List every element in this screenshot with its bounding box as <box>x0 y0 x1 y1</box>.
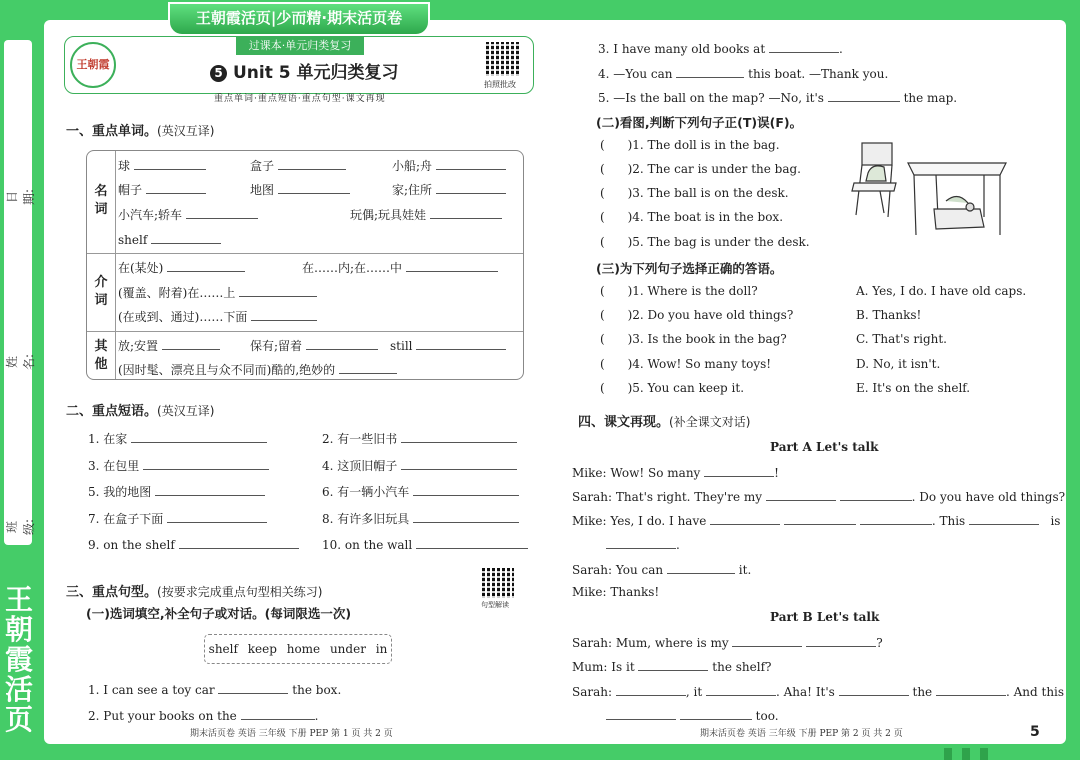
noun-category: 名词 <box>94 184 108 217</box>
word-bank: shelf keep home under in <box>204 634 392 664</box>
footer-right: 期末活页卷 英语 三年级 下册 PEP 第 2 页 共 2 页 <box>700 729 903 739</box>
match-answer: C. That's right. <box>856 332 947 346</box>
vocab-item: (因时髦、漂亮且与众不同而)酷的,绝妙的 <box>118 361 397 378</box>
sec4-heading: 四、课文再现。(补全课文对话) <box>578 415 751 430</box>
dialogue-line: Mike: Wow! So many ! <box>572 466 779 480</box>
sec3-heading: 三、重点句型。(按要求完成重点句型相关练习) <box>66 585 323 600</box>
vocab-item: 小汽车;轿车 <box>118 206 258 223</box>
bottom-tab <box>944 748 952 760</box>
sec2-heading: 二、重点短语。(英汉互译) <box>66 404 215 419</box>
vocab-item: 家;住所 <box>392 181 506 198</box>
vocab-item: 保有;留着 <box>250 337 378 354</box>
dialogue-line: Mum: Is it the shelf? <box>572 660 772 674</box>
brand-text: 王朝霞活页 <box>4 583 33 736</box>
prep-category: 介词 <box>94 275 108 308</box>
page-title <box>210 58 399 83</box>
date-label: 日期: <box>5 188 36 206</box>
part1-instruction: (一)选词填空,补全句子或对话。(每词限选一次) <box>86 606 352 621</box>
dialogue-line: too. <box>606 707 779 723</box>
part-a-title: Part A Let's talk <box>770 440 879 454</box>
match-answer: E. It's on the shelf. <box>856 381 971 395</box>
dialogue-line: Sarah: That's right. They're my . Do you have old things? <box>572 490 1066 504</box>
fill-item: 3. I have many old books at . <box>598 42 843 56</box>
phrase-item: 10. on the wall <box>322 536 528 552</box>
dialogue-line: Mike: Yes, I do. I have . This is <box>572 514 1061 528</box>
vocab-item: 在(某处) <box>118 259 245 276</box>
other-category: 其他 <box>94 339 108 372</box>
bottom-tab <box>962 748 970 760</box>
match-question: ( )2. Do you have old things? <box>600 308 794 322</box>
sentence-qr-caption: 句型解读 <box>481 601 509 609</box>
name-label: 姓名: <box>5 353 36 371</box>
sec1-heading <box>66 120 214 139</box>
match-answer: A. Yes, I do. I have old caps. <box>856 284 1027 298</box>
phrase-item: 5. 我的地图 <box>88 483 265 500</box>
vocab-item: shelf <box>118 231 221 247</box>
vocab-item: 球 <box>118 157 206 174</box>
tf-item: ( )2. The car is under the bag. <box>600 162 801 176</box>
match-question: ( )5. You can keep it. <box>600 381 745 395</box>
sec1-note: (英汉互译) <box>157 124 215 138</box>
class-label: 班级: <box>5 518 36 536</box>
left-binding-strip <box>0 0 40 760</box>
footer-left: 期末活页卷 英语 三年级 下册 PEP 第 1 页 共 2 页 <box>190 729 393 739</box>
part2-instruction: (二)看图,判断下列句子正(T)误(F)。 <box>596 115 803 130</box>
vocab-item: 在……内;在……中 <box>302 259 498 276</box>
fill-item: 1. I can see a toy car the box. <box>88 683 342 697</box>
phrase-item: 8. 有许多旧玩具 <box>322 510 519 527</box>
dialogue-line: Sarah: You can it. <box>572 563 752 577</box>
fill-item: 5. —Is the ball on the map? —No, it's the map. <box>598 91 958 105</box>
vocab-item: 地图 <box>250 181 350 198</box>
vocab-item: 小船;舟 <box>392 157 506 174</box>
vocab-item: 盒子 <box>250 157 346 174</box>
match-answer: D. No, it isn't. <box>856 357 941 371</box>
tf-item: ( )4. The boat is in the box. <box>600 210 784 224</box>
vocab-item: still <box>390 337 506 353</box>
dialogue-line: . <box>606 536 680 552</box>
vocab-item: (在或到、通过)……下面 <box>118 308 317 325</box>
dialogue-line: Sarah: , it . Aha! It's the . And this <box>572 685 1065 699</box>
vocab-item: 玩偶;玩具娃娃 <box>350 206 502 223</box>
unit-number-badge: 5 <box>210 65 227 82</box>
brand-logo: 王朝霞 <box>70 42 116 88</box>
phrase-item: 7. 在盒子下面 <box>88 510 267 527</box>
dialogue-line: Sarah: Mum, where is my ? <box>572 636 883 650</box>
bottom-tab <box>980 748 988 760</box>
tf-item: ( )1. The doll is in the bag. <box>600 138 780 152</box>
qr-code-icon[interactable] <box>486 42 520 76</box>
qr-caption: 拍照批改 <box>484 80 516 89</box>
top-banner: 王朝霞活页|少而精·期末活页卷 <box>168 2 430 36</box>
brand-vertical-logo <box>4 585 38 735</box>
match-question: ( )4. Wow! So many toys! <box>600 357 772 371</box>
match-question: ( )3. Is the book in the bag? <box>600 332 787 346</box>
part3-instruction: (三)为下列句子选择正确的答语。 <box>596 261 783 276</box>
unit-title-text: Unit 5 单元归类复习 <box>233 63 399 83</box>
sec1-title: 一、重点单词。 <box>66 124 158 139</box>
vocab-item: (覆盖、附着)在……上 <box>118 284 317 301</box>
vocab-item: 帽子 <box>118 181 206 198</box>
match-answer: B. Thanks! <box>856 308 922 322</box>
phrase-item: 4. 这顶旧帽子 <box>322 457 517 474</box>
header-subtitle: 重点单词·重点短语·重点句型·课文再现 <box>214 94 386 104</box>
phrase-item: 9. on the shelf <box>88 536 299 552</box>
phrase-item: 3. 在包里 <box>88 457 269 474</box>
match-question: ( )1. Where is the doll? <box>600 284 758 298</box>
dialogue-line: Mike: Thanks! <box>572 585 660 599</box>
phrase-item: 2. 有一些旧书 <box>322 430 517 447</box>
fill-item: 2. Put your books on the . <box>88 709 319 723</box>
fill-item: 4. —You can this boat. —Thank you. <box>598 67 889 81</box>
vocab-item: 放;安置 <box>118 337 220 354</box>
student-info-panel <box>4 40 32 545</box>
page-number: 5 <box>1030 724 1040 740</box>
tf-item: ( )3. The ball is on the desk. <box>600 186 789 200</box>
sentence-qr-icon[interactable] <box>482 568 514 598</box>
chair-desk-illustration <box>850 135 1010 245</box>
phrase-item: 6. 有一辆小汽车 <box>322 483 519 500</box>
phrase-item: 1. 在家 <box>88 430 267 447</box>
part-b-title: Part B Let's talk <box>770 610 880 624</box>
header-tag: 过课本·单元归类复习 <box>236 37 364 55</box>
tf-item: ( )5. The bag is under the desk. <box>600 235 810 249</box>
